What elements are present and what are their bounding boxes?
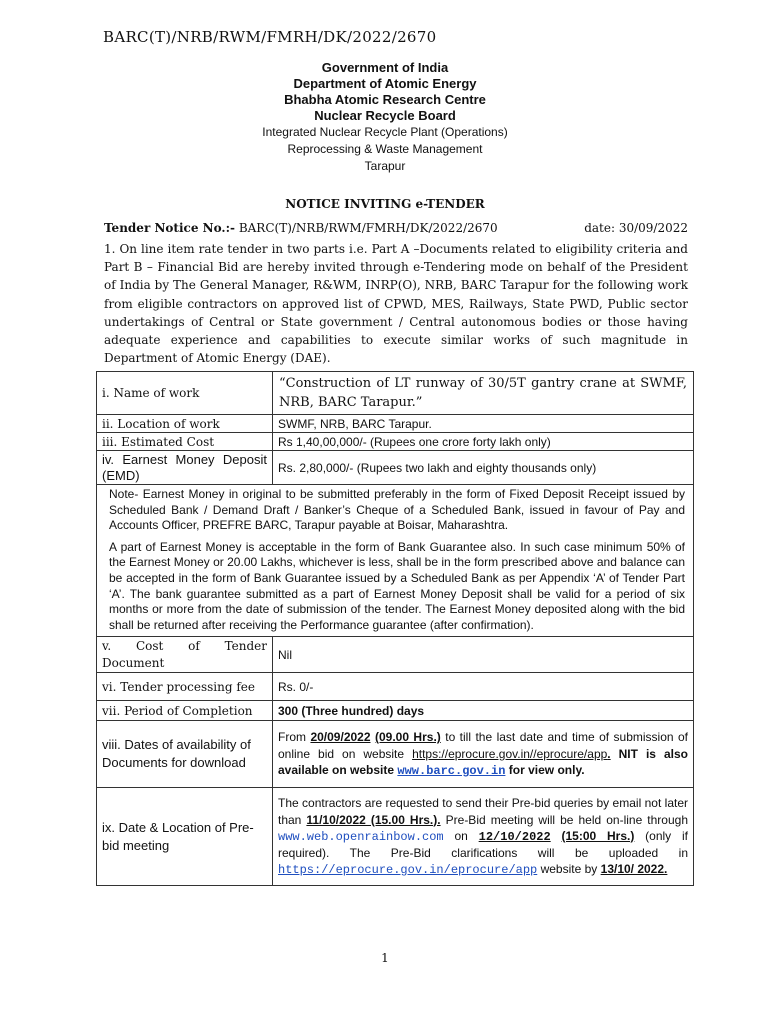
name-of-work-value: “Construction of LT runway of 30/5T gantry crane at SWMF, NRB, BARC Tarapur.” [273,372,694,415]
header-plant: Integrated Nuclear Recycle Plant (Operations) [262,125,508,139]
document-reference: BARC(T)/NRB/RWM/FMRH/DK/2022/2670 [103,28,437,46]
eprocure-prebid-link[interactable]: https://eprocure.gov.in/eprocure/app [278,863,538,878]
intro-paragraph: 1. On line item rate tender in two parts i.e. Part A –Documents related to eligibility criteria and Part B – Financial Bid are hereby invited through e-Tendering mode on behalf of the President of India by The General Manager, R&WM, INRP(O), NRB, BARC Tarapur for the following work from eligible contractors on approved list of CPWD, MES, Railways, State PWD, Public sector undertakings of Central or State government / Central autonomous bodies or those having adequate experience and capabilities to execute similar works of such magnitude in Department of Atomic Energy (DAE). [104,242,688,366]
emd-note-para-1: Note- Earnest Money in original to be submitted preferably in the form of Fixed Deposit Receipt issued by Scheduled Bank / Demand Draft / Banker’s Cheque of a Scheduled Bank, issued in favour of Pay and Accounts Officer, PREFRE BARC, Tarapur payable at Boisar, Maharashtra. [109,487,685,533]
name-of-work-label: i. Name of work [97,372,273,415]
emd-note-para-2: A part of Earnest Money is acceptable in the form of Bank Guarantee also. In such case minimum 50% of the Earnest Money or 20.00 Lakhs, whichever is less, shall be in the form prescribed above and balance can be accepted in the form of Bank Guarantee issued by a Scheduled Bank as per Appendix ‘A’ of Tender Part ‘A’. The bank guarantee submitted as a part of Earnest Money Deposit shall be valid for a period of six months or more from the date of submission of the tender. The Earnest Money deposited along with the bid shall be returned after receiving the Performance guarantee (after confirmation). [109,539,685,632]
completion-label: vii. Period of Completion [97,701,273,721]
location-label: ii. Location of work [97,415,273,433]
cost-of-document-value: Nil [273,637,694,673]
table-row [97,485,694,637]
openrainbow-link[interactable]: www.web.openrainbow.com [278,829,444,844]
prebid-label: ix. Date & Location of Pre-bid meeting [97,788,273,886]
availability-mid-text: to till the last date and time of submission of online bid on website [278,730,688,761]
availability-dot: . [607,746,611,761]
cost-of-document-label: v. Cost of Tender Document [97,637,273,673]
prebid-meeting-time: (15:00 Hrs.) [561,828,635,843]
prebid-clarification-date: 13/10/ 2022. [600,862,668,877]
availability-nit-text: NIT is also available on website [278,746,688,778]
table-row [97,788,694,886]
barc-website-link[interactable]: www.barc.gov.in [397,764,506,779]
header-board: Nuclear Recycle Board [314,108,456,123]
emd-label: iv. Earnest Money Deposit (EMD) [97,451,273,485]
notice-title: NOTICE INVITING e-TENDER [285,197,485,211]
tender-notice-number: BARC(T)/NRB/RWM/FMRH/DK/2022/2670 [238,221,498,235]
table-row [97,415,694,433]
header-government: Government of India [321,60,449,75]
eprocure-link[interactable]: https://eprocure.gov.in//eprocure/app [412,746,608,761]
completion-value: 300 (Three hundred) days [273,701,694,721]
prebid-text-4: (only if required). The Pre-Bid clarifications will be uploaded in [278,828,688,860]
availability-value [273,721,694,788]
table-row [97,372,694,415]
tender-details-table [96,371,694,886]
header-division: Reprocessing & Waste Management [287,142,483,156]
letterhead [0,60,770,175]
prebid-meeting-date: 12/10/2022 [478,829,551,844]
prebid-text-3: on [454,828,468,843]
table-row [97,673,694,701]
availability-from-time: (09.00 Hrs.) [374,730,441,745]
estimated-cost-label: iii. Estimated Cost [97,433,273,451]
prebid-text-2: Pre-Bid meeting will be held on-line through [445,812,688,827]
table-row [97,433,694,451]
emd-note [97,485,694,637]
table-row [97,451,694,485]
table-row [97,637,694,673]
page-number: 1 [381,951,389,965]
emd-value: Rs. 2,80,000/- (Rupees two lakh and eighty thousands only) [273,451,694,485]
prebid-query-date: 11/10/2022 (15.00 Hrs.). [306,812,441,827]
estimated-cost-value: Rs 1,40,00,000/- (Rupees one crore forty lakh only) [273,433,694,451]
availability-view-text: for view only. [508,763,585,778]
header-location: Tarapur [364,159,406,173]
availability-label: viii. Dates of availability of Documents for download [97,721,273,788]
tender-notice-line [104,221,688,235]
prebid-text-5: website by [540,862,598,877]
prebid-text-1: The contractors are requested to send their Pre-bid queries by email not later than [278,796,688,827]
availability-from-date: 20/09/2022 [310,730,371,745]
table-row [97,721,694,788]
processing-fee-value: Rs. 0/- [273,673,694,701]
processing-fee-label: vi. Tender processing fee [97,673,273,701]
tender-notice-date: date: 30/09/2022 [584,221,688,235]
header-centre: Bhabha Atomic Research Centre [284,92,486,107]
prebid-value [273,788,694,886]
tender-notice-label: Tender Notice No.:- [104,221,235,235]
header-department: Department of Atomic Energy [293,76,477,91]
availability-from: From [278,730,306,745]
location-value: SWMF, NRB, BARC Tarapur. [273,415,694,433]
table-row [97,701,694,721]
